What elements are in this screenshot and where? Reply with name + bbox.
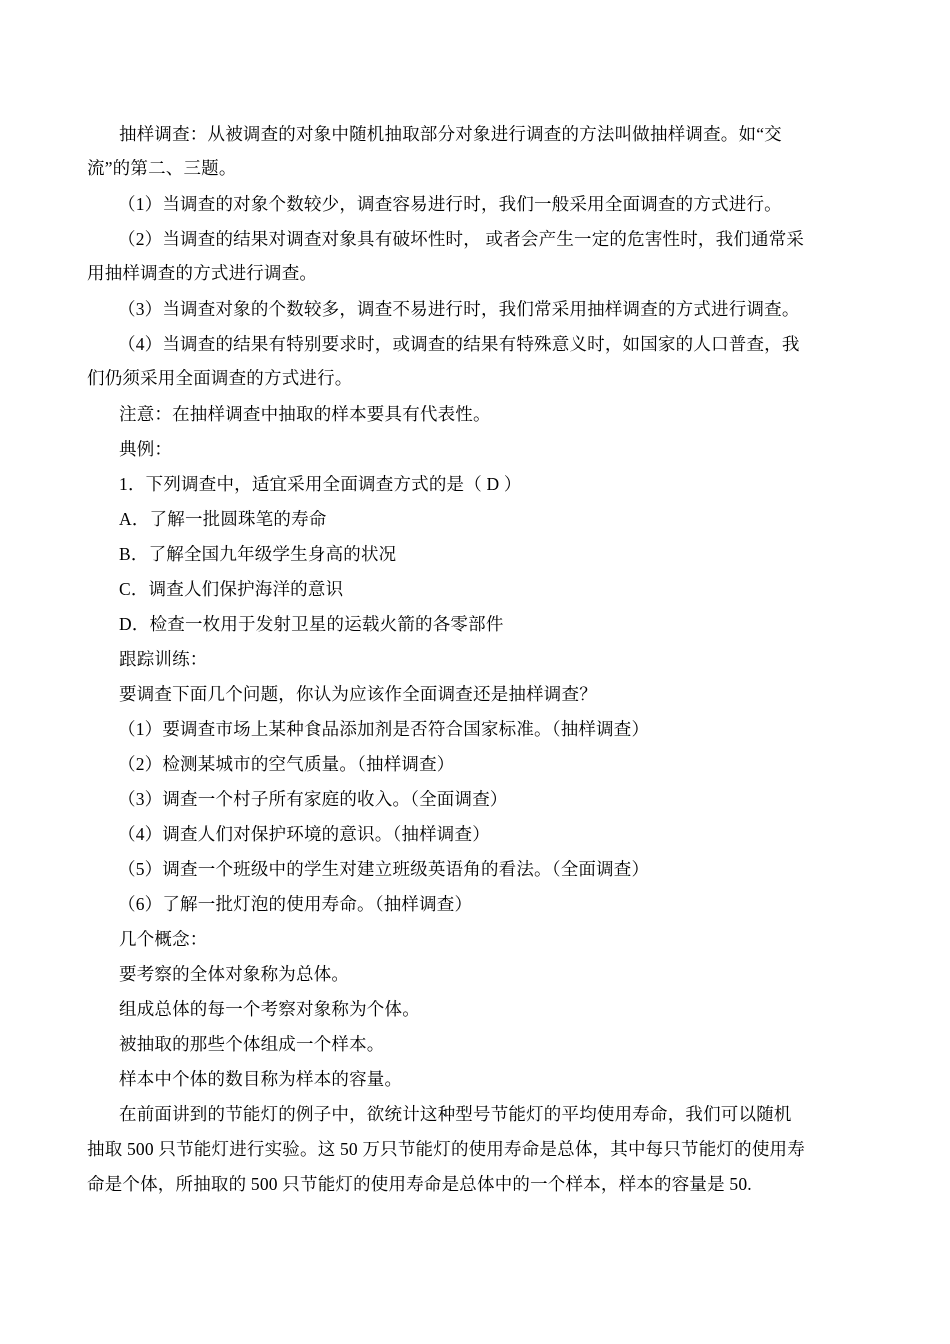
rule-4-cont: 们仍须采用全面调查的方式进行。 xyxy=(87,368,353,388)
option-a: A．了解一批圆珠笔的寿命 xyxy=(119,509,327,529)
practice-item-6: （6）了解一批灯泡的使用寿命。（抽样调查） xyxy=(118,894,473,914)
practice-prompt: 要调查下面几个问题，你认为应该作全面调查还是抽样调查？ xyxy=(119,684,597,704)
concept-sample: 被抽取的那些个体组成一个样本。 xyxy=(119,1034,385,1054)
concepts-heading: 几个概念： xyxy=(119,929,208,949)
practice-heading: 跟踪训练： xyxy=(119,649,208,669)
paragraph-sampling-definition-cont: 流”的第二、三题。 xyxy=(87,158,237,178)
rule-2: （2）当调查的结果对调查对象具有破坏性时， 或者会产生一定的危害性时，我们通常采 xyxy=(118,229,805,249)
example-heading: 典例： xyxy=(119,439,173,459)
practice-item-4: （4）调查人们对保护环境的意识。（抽样调查） xyxy=(118,824,490,844)
example-question: 1．下列调查中，适宜采用全面调查方式的是（ D ） xyxy=(119,474,522,494)
rule-3: （3）当调查对象的个数较多，调查不易进行时，我们常采用抽样调查的方式进行调查。 xyxy=(118,299,800,319)
option-c: C．调查人们保护海洋的意识 xyxy=(119,579,344,599)
paragraph-sampling-definition: 抽样调查：从被调查的对象中随机抽取部分对象进行调查的方法叫做抽样调查。如“交 xyxy=(119,124,782,144)
example-lamp: 在前面讲到的节能灯的例子中，欲统计这种型号节能灯的平均使用寿命，我们可以随机 xyxy=(119,1104,792,1124)
example-lamp-cont-2: 命是个体，所抽取的 500 只节能灯的使用寿命是总体中的一个样本，样本的容量是 50. xyxy=(87,1174,752,1194)
example-lamp-cont-1: 抽取 500 只节能灯进行实验。这 50 万只节能灯的使用寿命是总体，其中每只节能灯的使用寿 xyxy=(87,1139,805,1159)
concept-individual: 组成总体的每一个考察对象称为个体。 xyxy=(119,999,420,1019)
practice-item-2: （2）检测某城市的空气质量。（抽样调查） xyxy=(118,754,455,774)
rule-4: （4）当调查的结果有特别要求时，或调查的结果有特殊意义时，如国家的人口普查，我 xyxy=(118,334,800,354)
option-d: D．检查一枚用于发射卫星的运载火箭的各零部件 xyxy=(119,614,504,634)
rule-2-cont: 用抽样调查的方式进行调查。 xyxy=(87,263,318,283)
practice-item-5: （5）调查一个班级中的学生对建立班级英语角的看法。（全面调查） xyxy=(118,859,650,879)
practice-item-3: （3）调查一个村子所有家庭的收入。（全面调查） xyxy=(118,789,508,809)
rule-1: （1）当调查的对象个数较少，调查容易进行时，我们一般采用全面调查的方式进行。 xyxy=(118,194,782,214)
option-b: B．了解全国九年级学生身高的状况 xyxy=(119,544,397,564)
concept-population: 要考察的全体对象称为总体。 xyxy=(119,964,350,984)
concept-sample-size: 样本中个体的数目称为样本的容量。 xyxy=(119,1069,403,1089)
practice-item-1: （1）要调查市场上某种食品添加剂是否符合国家标准。（抽样调查） xyxy=(118,719,650,739)
note: 注意：在抽样调查中抽取的样本要具有代表性。 xyxy=(119,404,491,424)
